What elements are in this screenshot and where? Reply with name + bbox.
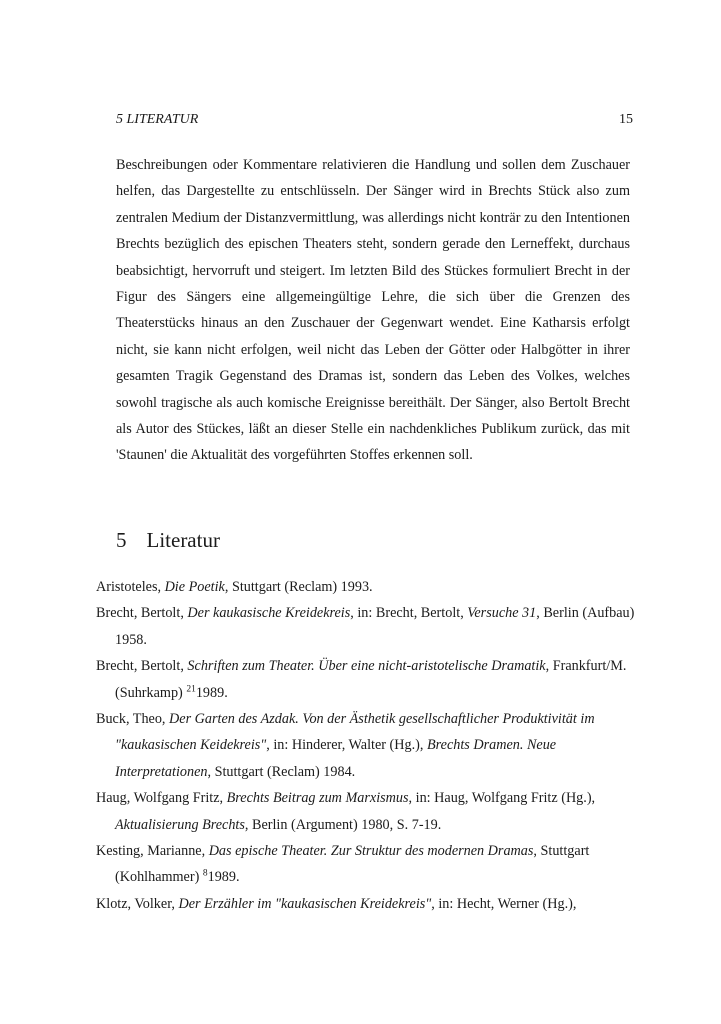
ref-publication: , in: Hecht, Werner (Hg.), [431, 895, 577, 912]
ref-title: Das epische Theater. Zur Struktur des modernen Dramas [208, 843, 534, 860]
reference-list [96, 574, 636, 917]
running-header-section: 5 LITERATUR [116, 112, 199, 127]
ref-author: Brecht, Bertolt, [96, 605, 188, 622]
reference-entry [96, 600, 636, 653]
reference-entry [96, 891, 636, 917]
ref-publication: , Stuttgart (Kohlhammer) [115, 843, 590, 886]
section-heading [116, 528, 220, 553]
reference-entry [96, 838, 636, 891]
section-title: Literatur [146, 528, 220, 552]
ref-publication: , Stuttgart (Reclam) 1984. [207, 763, 356, 780]
ref-author: Haug, Wolfgang Fritz, [96, 790, 227, 807]
reference-entry [96, 653, 636, 706]
ref-title: Schriften zum Theater. Über eine nicht-aristotelische Dramatik [187, 658, 546, 675]
ref-year: 1989. [207, 869, 240, 886]
ref-author: Klotz, Volker, [96, 895, 179, 912]
ref-container-intro: , in: Haug, Wolfgang Fritz (Hg.), [408, 790, 596, 807]
reference-entry [96, 785, 636, 838]
reference-entry [96, 574, 636, 600]
ref-author: Buck, Theo, [96, 711, 170, 728]
ref-title: Die Poetik [164, 579, 225, 595]
ref-title: Der Erzähler im "kaukasischen Kreidekreis" [178, 895, 432, 912]
reference-entry [96, 706, 636, 785]
ref-edition: 21 [186, 683, 196, 694]
section-number: 5 [116, 528, 127, 552]
ref-title: Der kaukasische Kreidekreis [187, 605, 351, 622]
ref-container-title: Versuche 31 [467, 605, 537, 622]
ref-container-title: Aktualisierung Brechts [115, 816, 245, 833]
ref-publication: , Berlin (Argument) 1980, S. 7-19. [244, 816, 442, 833]
ref-publication: , Berlin (Aufbau) 1958. [115, 605, 635, 648]
ref-edition: 8 [202, 868, 208, 879]
ref-publication: , Frankfurt/M. (Suhrkamp) [115, 658, 627, 701]
ref-container-intro: , in: Hinderer, Walter (Hg.), [266, 737, 427, 754]
ref-container-title: Brechts Dramen. Neue Interpretationen [115, 737, 557, 780]
ref-author: Brecht, Bertolt, [96, 658, 188, 675]
ref-year: 1989. [195, 684, 228, 701]
running-header [116, 112, 633, 128]
ref-title: Brechts Beitrag zum Marxismus [226, 790, 409, 807]
ref-publication: , Stuttgart (Reclam) 1993. [224, 579, 373, 595]
page-number: 15 [619, 112, 633, 127]
ref-author: Aristoteles, [96, 579, 165, 595]
body-paragraph: Beschreibungen oder Kommentare relativieren die Handlung und sollen dem Zuschauer helfen, das Dargestellte zu entschlüsseln. Der Sänger wird in Brechts Stück also zum zentralen Medium der Distanzvermittlung, was allerdings nicht konträr zu den Intentionen Brechts bezüglich des epischen Theaters steht, sondern gerade den Lerneffekt, durchaus beabsichtigt, hervorruft und steigert. Im letzten Bild des Stückes formuliert Brecht in der Figur des Sängers eine allgemeingültige Lehre, die sich über die Grenzen des Theaterstücks hinaus an den Zuschauer der Gegenwart wendet. Eine Katharsis erfolgt nicht, sie kann nicht erfolgen, weil nicht das Leben der Götter oder Halbgötter in ihrer gesamten Tragik Gegenstand des Dramas ist, sondern das Leben des Volkes, welches sowohl tragische als auch komische Ereignisse bereithält. Der Sänger, also Bertolt Brecht als Autor des Stückes, läßt an dieser Stelle ein nachdenkliches Publikum zurück, das mit 'Staunen' die Aktualität des vorgeführten Stoffes erkennen soll. [116, 157, 630, 464]
ref-author: Kesting, Marianne, [96, 843, 209, 860]
ref-title: Der Garten des Azdak. Von der Ästhetik gesellschaftlicher Produktivität im "kaukasischen Keidekreis" [115, 711, 595, 754]
ref-container-intro: , in: Brecht, Bertolt, [350, 605, 468, 622]
